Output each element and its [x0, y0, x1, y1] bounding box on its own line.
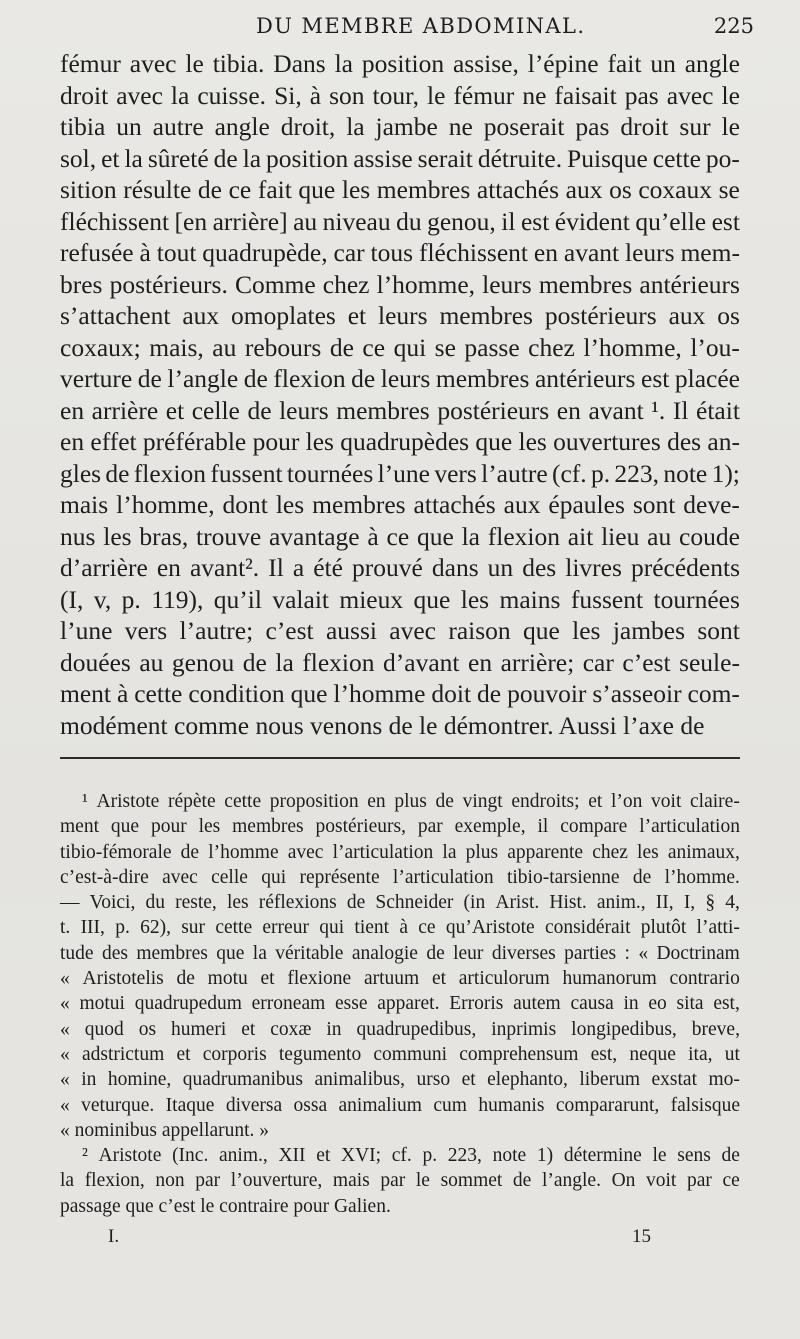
footnote-line: « nominibus appellarunt. » — [60, 1119, 270, 1141]
text-line: droit avec la cuisse. Si, à son tour, le fémur ne faisait pas avec le — [60, 80, 740, 110]
page-footer — [60, 1226, 760, 1256]
footnote-separator-rule — [60, 757, 740, 759]
text-line: fléchissent [en arrière] au niveau du genou, il est évident qu’elle est — [60, 206, 740, 236]
text-line: tibia un autre angle droit, la jambe ne poserait pas droit sur le — [60, 112, 740, 141]
footnote-line: « adstrictum et corporis tegumento communi comprehensum est, neque ita, ut — [60, 1043, 740, 1065]
text-line: fémur avec le tibia. Dans la position assise, l’épine fait un angle — [60, 49, 740, 78]
footnote-line: t. III, p. 62), sur cette erreur qui tient à ce qu’Aristote considérait plutôt l’atti- — [60, 917, 740, 939]
footnote-line: « in homine, quadrumanibus animalibus, urso et elephanto, liberum exstat mo- — [60, 1069, 740, 1091]
running-head: DU MEMBRE ABDOMINAL. — [256, 14, 586, 38]
footnote-line: « Aristotelis de motu et flexione artuum et articulorum humanorum contrario — [60, 968, 740, 990]
text-line: s’attachent aux omoplates et leurs membres postérieurs aux os — [60, 301, 740, 330]
text-line: d’arrière en avant². Il a été prouvé dans un des livres précédents — [60, 553, 740, 582]
footnote-line: c’est-à-dire avec celle qui représente l’articulation tibio-tarsienne de l’homme. — [60, 866, 740, 888]
footnote-line: ment que pour les membres postérieurs, par exemple, il compare l’articulation — [60, 816, 740, 838]
text-line: coxaux; mais, au rebours de ce qui se passe chez l’homme, l’ou- — [60, 332, 740, 362]
text-line: ment à cette condition que l’homme doit de pouvoir s’asseoir com- — [60, 679, 740, 708]
text-line: modément comme nous venons de le démontrer. Aussi l’axe de — [60, 710, 705, 740]
footnote-line: tibio-fémorale de l’homme avec l’articulation la plus apparente chez les animaux, — [60, 841, 740, 863]
text-line: gles de flexion fussent tournées l’une vers l’autre (cf. p. 223, note 1); — [60, 458, 740, 488]
footnote-line: ² Aristote (Inc. anim., XII et XVI; cf. p. 223, note 1) détermine le sens de — [82, 1145, 740, 1167]
text-line: nus les bras, trouve avantage à ce que la flexion ait lieu au coude — [60, 521, 740, 551]
text-line: sol, et la sûreté de la position assise serait détruite. Puisque cette po- — [60, 143, 740, 173]
footnote-line: passage que c’est le contraire pour Galien. — [60, 1195, 391, 1217]
footnote-line: la flexion, non par l’ouverture, mais par le sommet de l’angle. On voit par ce — [60, 1170, 740, 1192]
footnote-line: « motui quadrupedum erroneam esse apparet. Erroris autem causa in eo sita est, — [60, 993, 740, 1015]
text-line: sition résulte de ce fait que les membres attachés aux os coxaux se — [60, 175, 740, 204]
text-line: verture de l’angle de flexion de leurs membres antérieurs est placée — [60, 364, 740, 393]
signature-mark-left: I. — [108, 1226, 120, 1247]
text-line: douées au genou de la flexion d’avant en arrière; car c’est seule- — [60, 647, 740, 677]
footnote-line: tude des membres que la véritable analogie de leur diverses parties : « Doctrinam — [60, 942, 740, 964]
text-line: l’une vers l’autre; c’est aussi avec raison que les jambes sont — [60, 616, 740, 645]
page-number: 225 — [713, 14, 754, 38]
text-line: refusée à tout quadrupède, car tous fléchissent en avant leurs mem- — [60, 238, 740, 267]
signature-mark-right: 15 — [632, 1226, 651, 1247]
text-line: mais l’homme, dont les membres attachés aux épaules sont deve- — [60, 490, 740, 519]
page-header — [60, 14, 760, 48]
footnote-line: ¹ Aristote répète cette proposition en plus de vingt endroits; et l’on voit claire- — [82, 791, 740, 812]
text-line: (I, v, p. 119), qu’il valait mieux que les mains fussent tournées — [60, 584, 740, 614]
text-line: en arrière et celle de leurs membres postérieurs en avant ¹. Il était — [60, 395, 740, 425]
text-line: bres postérieurs. Comme chez l’homme, leurs membres antérieurs — [60, 269, 740, 299]
footnotes — [60, 789, 740, 1219]
footnote-line: — Voici, du reste, les réflexions de Schneider (in Arist. Hist. anim., II, I, § 4, — [60, 892, 740, 914]
footnote-line: « quod os humeri et coxæ in quadrupedibus, inprimis longipedibus, breve, — [60, 1018, 740, 1040]
main-text — [60, 48, 740, 741]
text-line: en effet préférable pour les quadrupèdes que les ouvertures des an- — [60, 427, 740, 456]
footnote-line: « veturque. Itaque diversa ossa animalium cum humanis compararunt, falsisque — [60, 1094, 740, 1116]
